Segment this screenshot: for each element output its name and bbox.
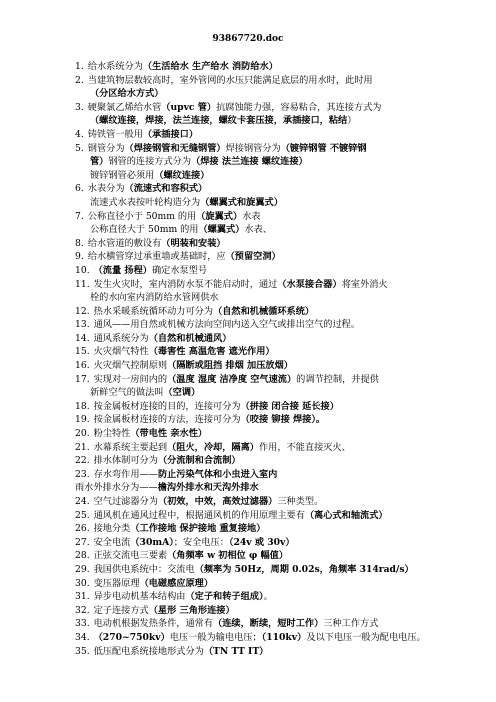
list-item xyxy=(75,60,463,74)
question-text: 焊接钢管分为 xyxy=(225,142,281,154)
question-text: ） xyxy=(347,115,357,127)
list-item xyxy=(75,617,463,631)
question-text: 雨水外排水分为—— xyxy=(75,482,158,494)
list-item xyxy=(75,604,463,618)
answer-text: （明装和安装） xyxy=(161,237,226,249)
list-item xyxy=(75,590,463,604)
answer-text: （拼接 闭合接 延长接） xyxy=(240,400,339,412)
item-number: 27. xyxy=(75,536,90,548)
question-text: 异步电动机基本结构由 xyxy=(93,591,186,603)
question-text: 的调节控制，并提供 xyxy=(296,373,379,385)
answer-text: （带电性 亲水性） xyxy=(130,428,208,440)
list-item xyxy=(75,495,463,509)
answer-text: （分流制和合流制） xyxy=(157,455,241,467)
item-number: 31. xyxy=(75,591,90,603)
question-text: 水幕系统主要起到 xyxy=(93,441,168,453)
answer-text: （110kv） xyxy=(261,631,307,643)
list-item xyxy=(75,101,463,115)
question-text: 抗腐蚀能力强，容易粘合，其连接方式为 xyxy=(216,101,382,113)
item-number: 22. xyxy=(75,455,90,467)
answer-text: （生活给水 生产给水 消防给水） xyxy=(142,61,278,72)
answer-text: （温度 湿度 洁净度 空气速流） xyxy=(167,373,297,385)
question-text: 低压配电系统接地形式分为 xyxy=(93,645,204,657)
item-number: 21. xyxy=(75,441,90,453)
question-text: 热水采暖系统循环动力可分为 xyxy=(93,305,214,317)
list-item xyxy=(75,468,463,482)
question-text: 水表、 xyxy=(244,224,272,236)
list-item xyxy=(75,291,463,305)
question-text: 电动机根据发热条件，通常有 xyxy=(93,618,214,630)
list-item xyxy=(75,114,463,128)
answer-text: （承插接口） xyxy=(142,128,199,140)
item-number: 8. xyxy=(75,237,84,249)
list-item xyxy=(75,332,463,346)
item-number: 29. xyxy=(75,563,90,575)
answer-text: （焊接 法兰连接 螺纹连接） xyxy=(191,156,308,168)
answer-text: （星形 三角形连接） xyxy=(148,604,235,616)
list-item xyxy=(75,563,463,577)
question-text: 栓的水向室内消防给水管网供水 xyxy=(90,292,219,304)
item-number: 5. xyxy=(75,142,84,154)
item-number: 3. xyxy=(75,101,84,113)
answer-text: （30mA） xyxy=(130,536,174,548)
list-item xyxy=(75,536,463,550)
question-text: 接地分类 xyxy=(93,523,131,535)
item-number: 10. xyxy=(75,264,90,276)
list-item xyxy=(75,250,463,264)
item-number: 20. xyxy=(75,428,90,440)
list-item xyxy=(75,182,463,196)
answer-text: 管） xyxy=(90,156,109,168)
list-item xyxy=(75,549,463,563)
answer-text: （24v 或 30v） xyxy=(228,536,295,548)
answer-text: 檐沟外排水和天沟外排水 xyxy=(157,482,259,494)
item-number: 32. xyxy=(75,604,90,616)
list-item xyxy=(75,577,463,591)
question-text: 镀锌钢管必须用 xyxy=(90,169,155,181)
item-number: 34. xyxy=(75,631,90,643)
question-text: 存水弯作用—— xyxy=(93,468,158,480)
answer-text: （270~750kv） xyxy=(93,631,170,643)
answer-text: （连续，断续，短时工作） xyxy=(213,618,324,630)
answer-text: （upvc 管） xyxy=(161,101,217,113)
list-item xyxy=(75,413,463,427)
question-text: 通风系统分为 xyxy=(93,332,149,344)
item-number: 9. xyxy=(75,251,84,263)
answer-text: （焊接钢管和无缝钢管） xyxy=(124,142,226,154)
question-text: 粉尘特性 xyxy=(93,428,131,440)
question-text: 给水系统分为 xyxy=(87,61,143,72)
list-item xyxy=(75,359,463,373)
question-text: 水表 xyxy=(242,210,261,222)
list-item xyxy=(75,264,463,278)
question-text: 当建筑物层数较高时，室外管网的水压只能满足底层的用水时，此时用 xyxy=(87,74,373,86)
answer-text: （阻火，冷却，隔离） xyxy=(167,441,259,453)
item-number: 33. xyxy=(75,618,90,630)
item-number: 6. xyxy=(75,183,84,195)
question-text: 铸铁管一般用 xyxy=(87,128,143,140)
question-text: 及以下电压一般为配电电压。 xyxy=(306,631,426,643)
question-text: 公称直径大于 50mm 的用 xyxy=(90,224,199,236)
list-item xyxy=(75,454,463,468)
answer-text: （电磁感应原理） xyxy=(139,577,214,589)
question-text: 按金属板材连接的目的，连接可分为 xyxy=(93,400,241,412)
question-text: 通风——用自然或机械方法向空间内送入空气或排出空气的过程。 xyxy=(93,319,361,331)
answer-text: （角频率 w 初相位 φ 幅值） xyxy=(167,550,289,562)
item-number: 4. xyxy=(75,128,84,140)
question-text: 电压一般为输电电压； xyxy=(169,631,262,643)
answer-text: （预留空洞） xyxy=(225,251,281,263)
list-item xyxy=(75,74,463,88)
question-text: 变压器原理 xyxy=(93,577,140,589)
list-item xyxy=(75,142,463,156)
item-number: 16. xyxy=(75,360,90,372)
question-text: 将室外消火 xyxy=(341,278,388,290)
list-item xyxy=(75,278,463,292)
answer-text: （自然和机械循环系统） xyxy=(213,305,315,317)
question-text: 作用，不能直接灭火、 xyxy=(259,441,351,453)
list-item xyxy=(75,386,463,400)
list-item xyxy=(75,522,463,536)
answer-text: （自然和机械通风） xyxy=(148,332,232,344)
answer-text: （咬接 铆接 焊接）。 xyxy=(240,414,326,426)
question-text: 钢管的连接方式分为 xyxy=(108,156,192,168)
question-text: 火灾烟气控制原则 xyxy=(93,360,168,372)
list-item xyxy=(75,441,463,455)
item-number: 14. xyxy=(75,332,90,344)
question-text: 按金属板材连接的方法，连接可分为 xyxy=(93,414,241,426)
list-item xyxy=(75,400,463,414)
item-number: 28. xyxy=(75,550,90,562)
answer-text: （螺纹连接，焊接，法兰连接，螺纹卡套压接，承插接口，粘结 xyxy=(90,115,348,127)
list-item xyxy=(75,345,463,359)
question-text: 确定水泵型号 xyxy=(151,264,208,276)
list-item xyxy=(75,509,463,523)
question-text: 三种类型。 xyxy=(277,496,324,507)
question-text: 发生火灾时，室内消防水泵不能启动时，通过 xyxy=(93,278,278,290)
question-text: 给水横管穿过承重墙或基础时，应 xyxy=(87,251,226,263)
answer-text: （隔断或阻挡 排烟 加压放烟） xyxy=(167,360,293,372)
item-number: 15. xyxy=(75,346,90,358)
answer-text: （流量 扬程） xyxy=(93,264,152,276)
answer-text: （定子和转子组成） xyxy=(185,591,264,603)
list-item xyxy=(75,128,463,142)
answer-text: （初效，中效，高效过滤器） xyxy=(157,496,278,507)
question-text: 公称直径小于 50mm 的用 xyxy=(87,210,197,222)
question-text: 流速式水表按叶轮构造分为 xyxy=(90,196,201,208)
document-title: 93867720.doc xyxy=(212,34,284,44)
list-item xyxy=(75,305,463,319)
answer-text: （工作接地 保护接地 重复接地） xyxy=(130,523,266,535)
list-item xyxy=(75,196,463,210)
question-text: 新鲜空气的做法叫 xyxy=(90,387,164,399)
item-number: 17. xyxy=(75,373,90,385)
answer-text: （水泵接合器） xyxy=(277,278,342,290)
answer-text: （频率为 50Hz，周期 0.02s，角频率 314rad/s） xyxy=(194,563,414,575)
item-number: 26. xyxy=(75,523,90,535)
list-item xyxy=(75,645,463,659)
list-item xyxy=(75,318,463,332)
question-text: 定子连接方式 xyxy=(93,604,149,616)
item-number: 35. xyxy=(75,645,90,657)
list-item xyxy=(75,481,463,495)
item-number: 12. xyxy=(75,305,90,317)
question-text: 水表分为 xyxy=(87,183,125,195)
list-item xyxy=(75,223,463,237)
list-item xyxy=(75,427,463,441)
question-text: 火灾烟气特性 xyxy=(93,346,149,358)
list-item xyxy=(75,169,463,183)
answer-text: （螺纹连接） xyxy=(154,169,210,181)
answer-text: （毒害性 高温危害 遮光作用） xyxy=(148,346,275,358)
question-text: 安全电流 xyxy=(93,536,131,548)
list-item xyxy=(75,373,463,387)
answer-text: （螺翼式和旋翼式） xyxy=(200,196,283,208)
item-number: 19. xyxy=(75,414,90,426)
answer-text: （离心式和轴流式） xyxy=(304,509,388,521)
answer-text: （流速式和容积式） xyxy=(124,183,208,195)
question-text: 正弦交流电三要素 xyxy=(93,550,168,562)
answer-text: （镀锌钢管 不镀锌钢 xyxy=(280,142,367,154)
item-number: 13. xyxy=(75,319,90,331)
item-number: 25. xyxy=(75,509,90,521)
question-text: 我国供电系统中：交流电 xyxy=(93,563,195,575)
item-number: 11. xyxy=(75,278,90,290)
answer-text: （旋翼式） xyxy=(196,210,243,222)
item-number: 24. xyxy=(75,496,90,507)
question-text: 三种工作方式 xyxy=(323,618,379,630)
item-number: 23. xyxy=(75,468,90,480)
question-text: 钢管分为 xyxy=(87,142,125,154)
item-number: 7. xyxy=(75,210,84,222)
list-item xyxy=(75,87,463,101)
question-text: 通风机在通风过程中，根据通风机的作用原理主要有 xyxy=(93,509,305,521)
question-text: 给水管道的敷设有 xyxy=(87,237,162,249)
document-body xyxy=(75,60,463,658)
question-text: 。 xyxy=(263,591,273,603)
list-item xyxy=(75,237,463,251)
question-text: 硬聚氯乙烯给水管 xyxy=(87,101,162,113)
question-text: 空气过滤器分为 xyxy=(93,496,158,507)
list-item xyxy=(75,210,463,224)
question-text: ；安全电压： xyxy=(173,536,229,548)
question-text: 排水体制可分为 xyxy=(93,455,158,467)
list-item xyxy=(75,155,463,169)
item-number: 18. xyxy=(75,400,90,412)
answer-text: 防止污染气体和小虫进入室内 xyxy=(157,468,278,480)
item-number: 1. xyxy=(75,61,84,72)
list-item xyxy=(75,631,463,645)
answer-text: （螺翼式） xyxy=(198,224,245,236)
item-number: 2. xyxy=(75,74,84,86)
answer-text: （分区给水方式） xyxy=(90,88,164,100)
item-number: 30. xyxy=(75,577,90,589)
question-text: 实现对一房间内的 xyxy=(93,373,168,385)
answer-text: （空调） xyxy=(163,387,201,399)
answer-text: （TN TT IT） xyxy=(203,645,269,657)
